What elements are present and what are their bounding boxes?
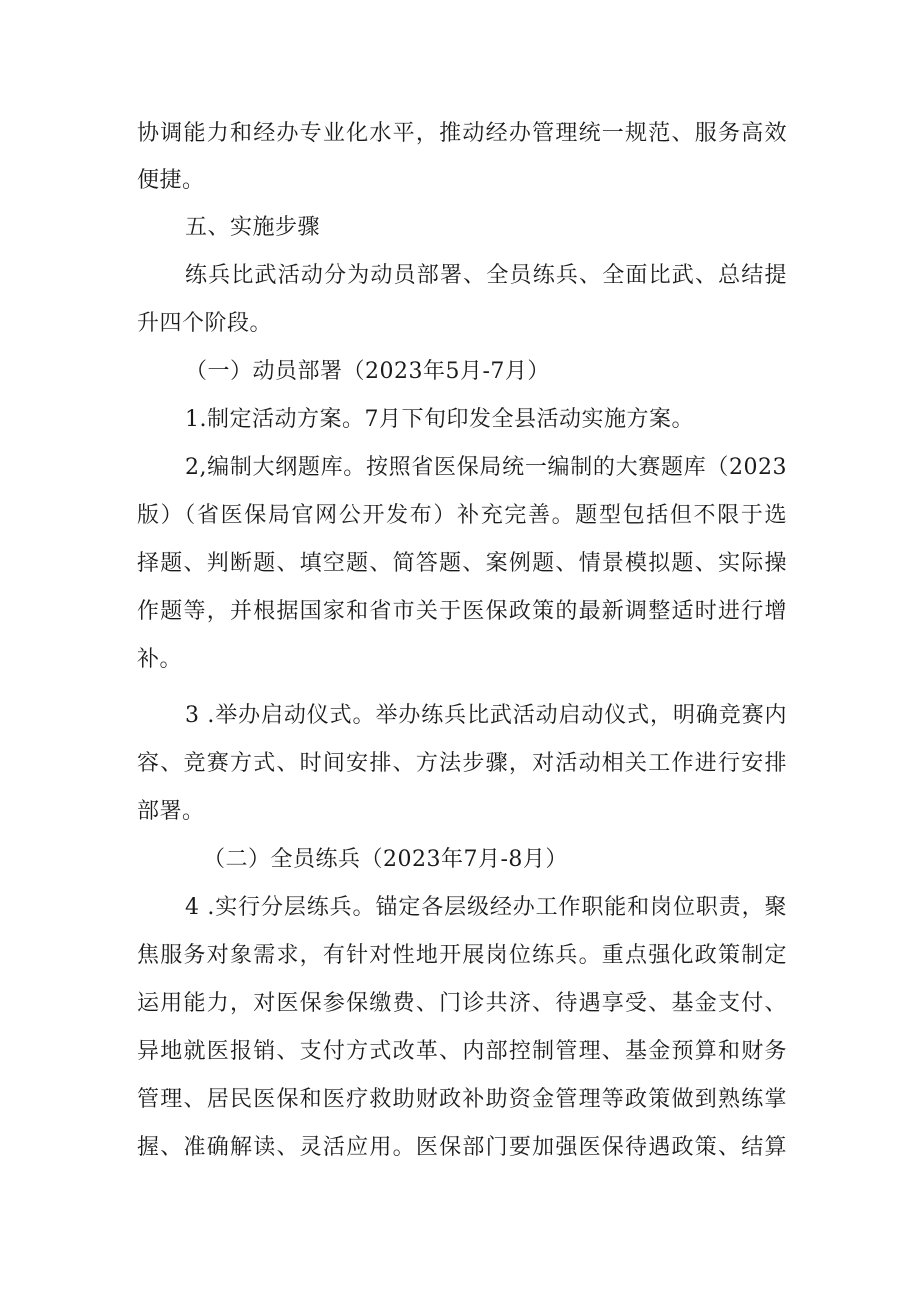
body-line-1: 协调能力和经办专业化水平，推动经办管理统一规范、服务高效: [137, 121, 787, 146]
section-heading: 五、实施步骤: [185, 215, 321, 240]
item-2-line-3: 择题、判断题、填空题、简答题、案例题、情景模拟题、实际操: [137, 551, 787, 576]
item-4-line-1: 4 .实行分层练兵。锚定各层级经办工作职能和岗位职责，聚: [185, 895, 787, 920]
item-1: 1.制定活动方案。7月下旬印发全县活动实施方案。: [185, 407, 694, 432]
item-4-line-6: 握、准确解读、灵活应用。医保部门要加强医保待遇政策、结算: [137, 1135, 787, 1160]
item-4-line-3: 运用能力，对医保参保缴费、门诊共济、待遇享受、基金支付、: [137, 991, 787, 1016]
item-2-line-2: 版）（省医保局官网公开发布）补充完善。题型包括但不限于选: [137, 503, 787, 528]
body-line-3: 练兵比武活动分为动员部署、全员练兵、全面比武、总结提: [185, 263, 787, 288]
item-4-line-4: 异地就医报销、支付方式改革、内部控制管理、基金预算和财务: [137, 1039, 787, 1064]
item-4-line-5: 管理、居民医保和医疗救助财政补助资金管理等政策做到熟练掌: [137, 1087, 787, 1112]
item-2-line-1: 2,编制大纲题库。按照省医保局统一编制的大赛题库（2023: [185, 455, 787, 480]
item-3-line-3: 部署。: [137, 799, 205, 824]
body-line-2: 便捷。: [137, 168, 205, 193]
item-3-line-2: 容、竞赛方式、时间安排、方法步骤，对活动相关工作进行安排: [137, 751, 787, 776]
item-4-line-2: 焦服务对象需求，有针对性地开展岗位练兵。重点强化政策制定: [137, 943, 787, 968]
subsection-heading-2: （二）全员练兵（2023年7月-8月）: [203, 847, 568, 872]
item-2-line-4: 作题等，并根据国家和省市关于医保政策的最新调整适时进行增: [137, 599, 787, 624]
subsection-heading-1: （一）动员部署（2023年5月-7月）: [185, 359, 550, 384]
item-2-line-5: 补。: [137, 647, 183, 672]
body-line-4: 升四个阶段。: [137, 311, 273, 336]
item-3-line-1: 3 .举办启动仪式。举办练兵比武活动启动仪式，明确竞赛内: [185, 703, 787, 728]
